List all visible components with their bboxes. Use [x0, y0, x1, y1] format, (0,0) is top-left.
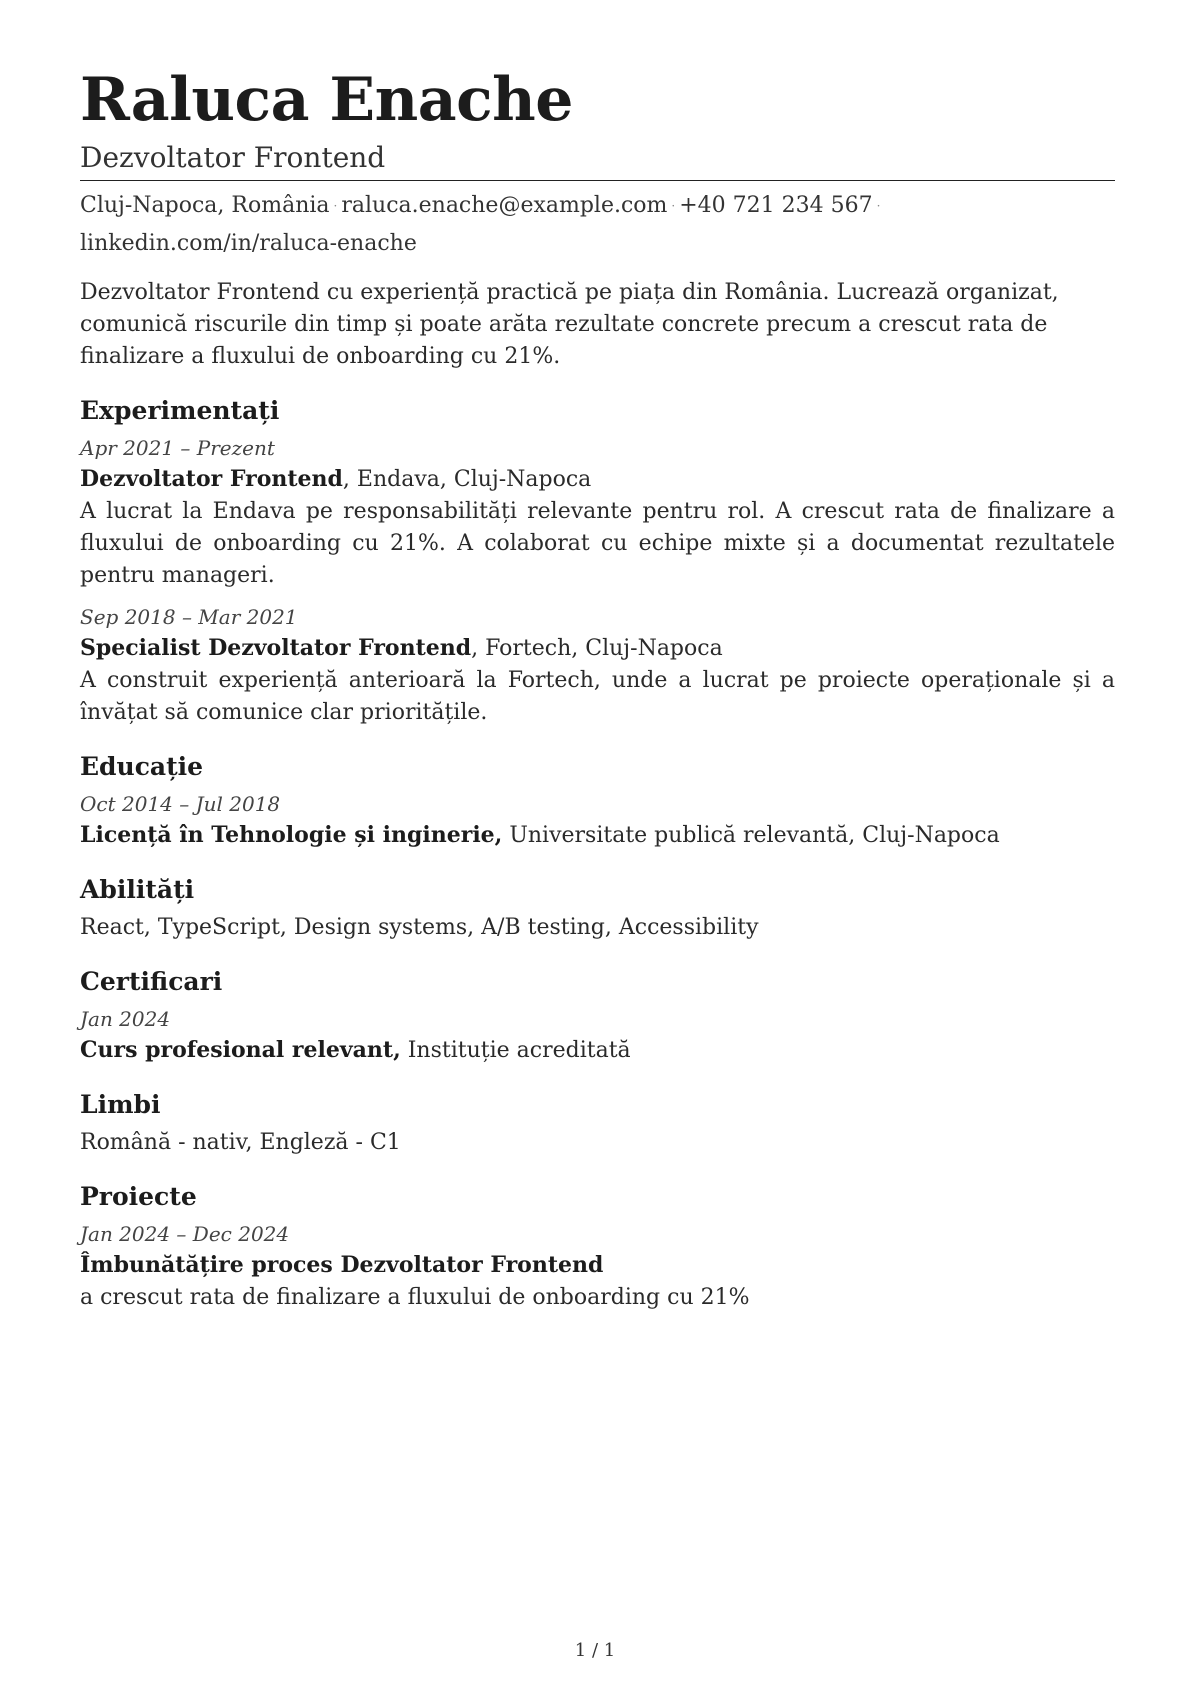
experience-entry [80, 602, 1115, 729]
contact-email[interactable]: raluca.enache@example.com [341, 193, 668, 218]
certification-date: Jan 2024 [80, 1007, 171, 1031]
separator-dot: · [333, 199, 338, 213]
page-number: 1 / 1 [574, 1640, 616, 1661]
experience-date: Sep 2018 – Mar 2021 [80, 605, 298, 629]
header-divider [80, 180, 1115, 181]
candidate-name: Raluca Enache [80, 65, 573, 135]
certification-name: Curs profesional relevant, [80, 1037, 401, 1063]
projects-heading: Proiecte [80, 1182, 197, 1211]
languages-heading: Limbi [80, 1090, 161, 1119]
experience-heading: Experimentați [80, 396, 280, 425]
education-entry [80, 819, 1115, 852]
skills-heading: Abilități [80, 875, 195, 904]
experience-header [80, 632, 1115, 665]
separator-dot: · [671, 199, 676, 213]
experience-org: , Endava, Cluj-Napoca [342, 467, 592, 492]
contact-location: Cluj-Napoca, România [80, 193, 330, 218]
experience-entry [80, 433, 1115, 592]
experience-org: , Fortech, Cluj-Napoca [471, 636, 723, 661]
experience-description: A construit experiență anterioară la Fortech, unde a lucrat pe proiecte operaționale și a învățat să comunice clar prioritățile. [80, 668, 1115, 725]
languages-list: Română - nativ, Engleză - C1 [80, 1130, 401, 1155]
candidate-title: Dezvoltator Frontend [80, 141, 386, 174]
education-date: Oct 2014 – Jul 2018 [80, 792, 281, 816]
certification-entry [80, 1034, 1115, 1067]
project-name: Îmbunătățire proces Dezvoltator Frontend [80, 1252, 604, 1278]
certifications-heading: Certificari [80, 967, 223, 996]
contact-phone[interactable]: +40 721 234 567 [679, 193, 873, 218]
experience-date: Apr 2021 – Prezent [80, 436, 275, 460]
profile-summary: Dezvoltator Frontend cu experiență practică pe piața din România. Lucrează organizat, comunică riscurile din timp și poate arăta rezultate concrete precum a crescut rata de finalizare a fluxului de onboarding cu 21%. [80, 280, 1059, 369]
experience-description: A lucrat la Endava pe responsabilități relevante pentru rol. A crescut rata de finalizare a fluxului de onboarding cu 21%. A colaborat cu echipe mixte și a documentat rezultatele pentru manageri. [80, 499, 1115, 588]
skills-list: React, TypeScript, Design systems, A/B testing, Accessibility [80, 915, 759, 940]
contact-linkedin[interactable]: linkedin.com/in/raluca-enache [80, 231, 417, 256]
certification-issuer: Instituție acreditată [400, 1038, 631, 1063]
experience-role: Specialist Dezvoltator Frontend [80, 635, 472, 661]
contact-info [80, 187, 1115, 263]
separator-dot: · [876, 199, 881, 213]
project-date: Jan 2024 – Dec 2024 [80, 1222, 290, 1246]
education-heading: Educație [80, 752, 204, 781]
project-description: a crescut rata de finalizare a fluxului de onboarding cu 21% [80, 1285, 750, 1310]
education-degree: Licență în Tehnologie și inginerie, [80, 822, 503, 848]
project-entry [80, 1249, 1115, 1282]
experience-header [80, 463, 1115, 496]
resume-page [80, 60, 1115, 1314]
education-school: Universitate publică relevantă, Cluj-Napoca [502, 823, 1000, 848]
experience-role: Dezvoltator Frontend [80, 466, 343, 492]
